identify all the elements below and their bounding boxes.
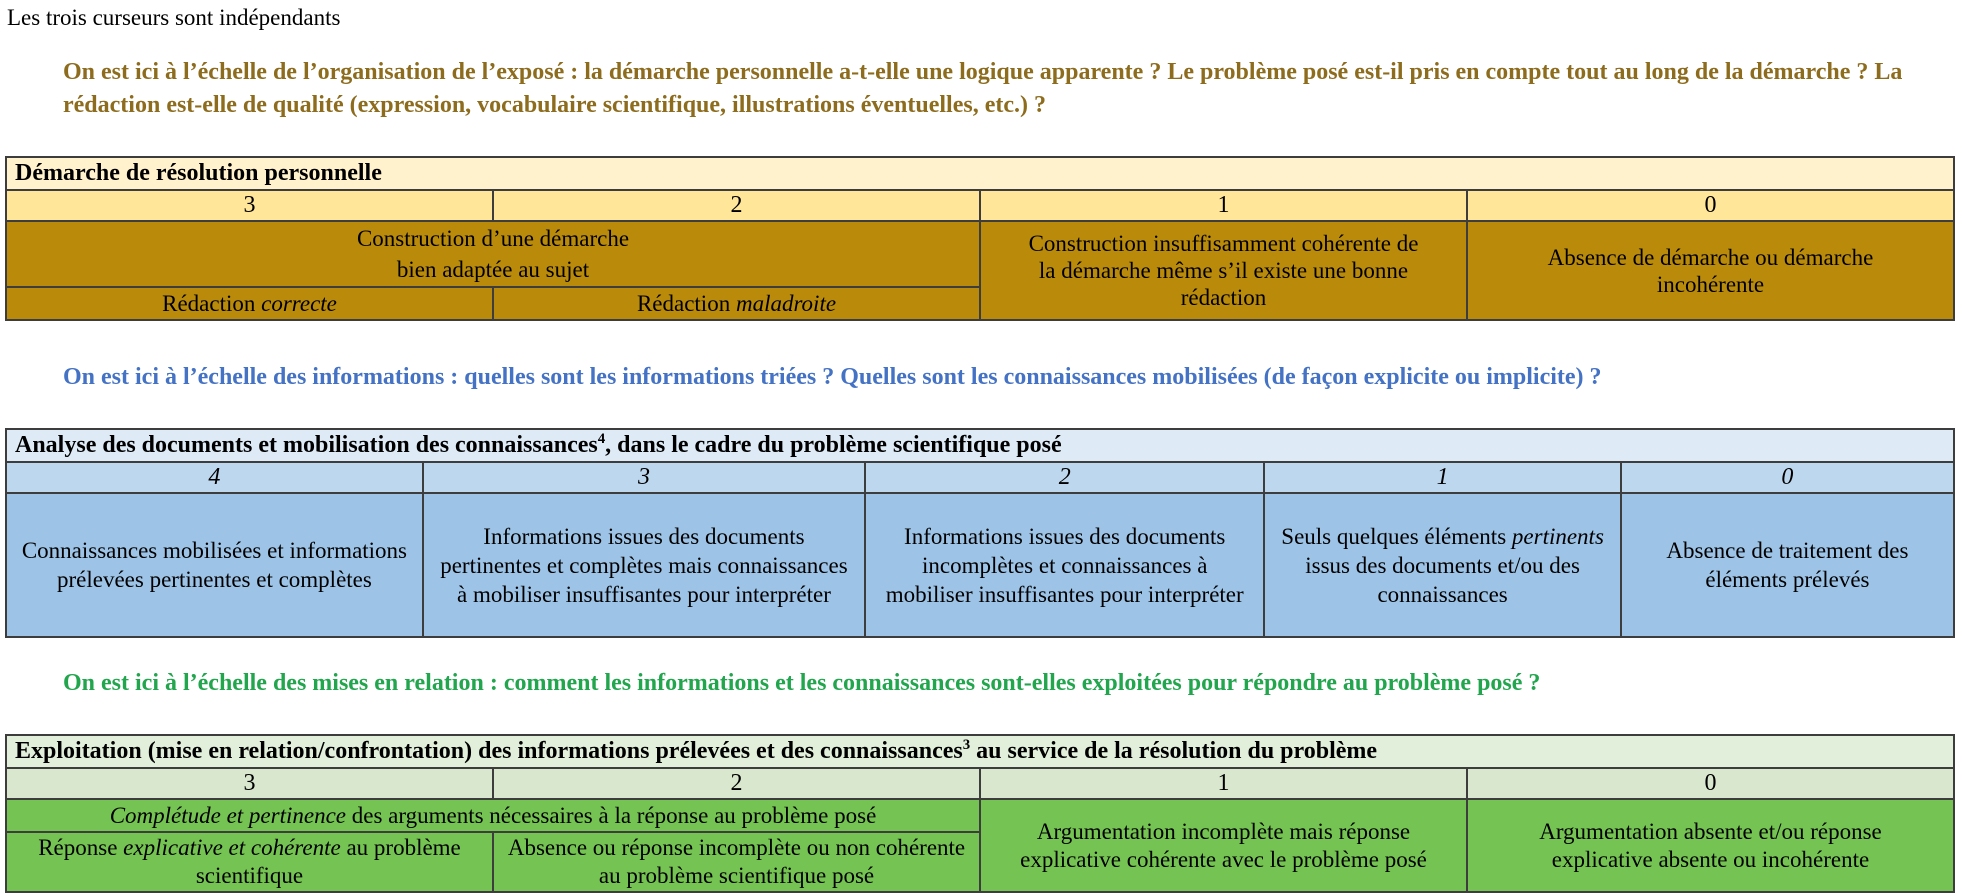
t2-score-2: 2 — [865, 462, 1264, 493]
t2-score-1: 1 — [1264, 462, 1620, 493]
cell-analyse-0: Absence de traitement des éléments prélevés — [1621, 493, 1954, 637]
cell-analyse-1: Seuls quelques éléments pertinents issus des documents et/ou des connaissances — [1264, 493, 1620, 637]
cell-construction-adaptee: Construction d’une démarche bien adaptée au sujet — [6, 221, 980, 287]
table-analyse-body-row — [6, 493, 1954, 637]
table-demarche-body-row — [6, 221, 1954, 287]
t1-score-3: 3 — [6, 190, 493, 221]
cell-argumentation-incomplete: Argumentation incomplète mais réponse explicative cohérente avec le problème posé — [980, 799, 1467, 892]
table-exploitation-title: Exploitation (mise en relation/confrontation) des informations prélevées et des connaissances$^3$ au service de la résolution du problème — [6, 735, 1954, 768]
table-demarche-title: Démarche de résolution personnelle — [6, 157, 1954, 190]
cell-argumentation-absente: Argumentation absente et/ou réponse explicative absente ou incohérente — [1467, 799, 1954, 892]
table-analyse-title-row — [6, 429, 1954, 462]
cell-completude-pertinence: Complétude et pertinence des arguments nécessaires à la réponse au problème posé — [6, 799, 980, 832]
cell-analyse-4: Connaissances mobilisées et informations prélevées pertinentes et complètes — [6, 493, 423, 637]
table-exploitation — [5, 734, 1955, 893]
table-demarche-title-row — [6, 157, 1954, 190]
intro-demarche-paragraph: On est ici à l’échelle de l’organisation de l’exposé : la démarche personnelle a-t-elle une logique apparente ? Le problème posé est-il pris en compte tout au long de la démarche ? La rédaction est-elle de qualité (expression, vocabulaire scientifique, illustrations éventuelles, etc.) ? — [63, 59, 1903, 118]
table-analyse-score-row — [6, 462, 1954, 493]
cell-analyse-2: Informations issues des documents incomplètes et connaissances à mobiliser insuffisantes pour interpréter — [865, 493, 1264, 637]
t1-score-0: 0 — [1467, 190, 1954, 221]
intro-informations-paragraph: On est ici à l’échelle des informations : quelles sont les informations triées ? Quelles sont les connaissances mobilisées (de façon explicite ou implicite) ? — [63, 364, 1602, 390]
t2-score-3: 3 — [423, 462, 865, 493]
cell-analyse-3: Informations issues des documents pertinentes et complètes mais connaissances à mobiliser insuffisantes pour interpréter — [423, 493, 865, 637]
top-note: Les trois curseurs sont indépendants — [7, 5, 341, 30]
cell-redaction-correcte: Rédaction correcte — [6, 287, 493, 320]
cell-absence-demarche: Absence de démarche ou démarche incohérente — [1467, 221, 1954, 320]
cell-reponse-explicative: Réponse explicative et cohérente au problème scientifique — [6, 832, 493, 892]
table-demarche-score-row — [6, 190, 1954, 221]
cell-redaction-maladroite: Rédaction maladroite — [493, 287, 980, 320]
t1-score-2: 2 — [493, 190, 980, 221]
t3-score-3: 3 — [6, 768, 493, 799]
intro-exploitation-paragraph: On est ici à l’échelle des mises en relation : comment les informations et les connaissances sont-elles exploitées pour répondre au problème posé ? — [63, 670, 1541, 696]
cell-absence-reponse: Absence ou réponse incomplète ou non cohérente au problème scientifique posé — [493, 832, 980, 892]
table-analyse — [5, 428, 1955, 638]
table-exploitation-score-row — [6, 768, 1954, 799]
t3-score-0: 0 — [1467, 768, 1954, 799]
t3-score-1: 1 — [980, 768, 1467, 799]
table-analyse-title: Analyse des documents et mobilisation des connaissances$^4$, dans le cadre du problème scientifique posé — [6, 429, 1954, 462]
t2-score-0: 0 — [1621, 462, 1954, 493]
t2-score-4: 4 — [6, 462, 423, 493]
table-exploitation-body-row — [6, 799, 1954, 832]
table-exploitation-title-row — [6, 735, 1954, 768]
cell-construction-insuffisante: Construction insuffisamment cohérente de la démarche même s’il existe une bonne rédaction — [980, 221, 1467, 320]
t1-score-1: 1 — [980, 190, 1467, 221]
t3-score-2: 2 — [493, 768, 980, 799]
table-demarche — [5, 156, 1955, 321]
